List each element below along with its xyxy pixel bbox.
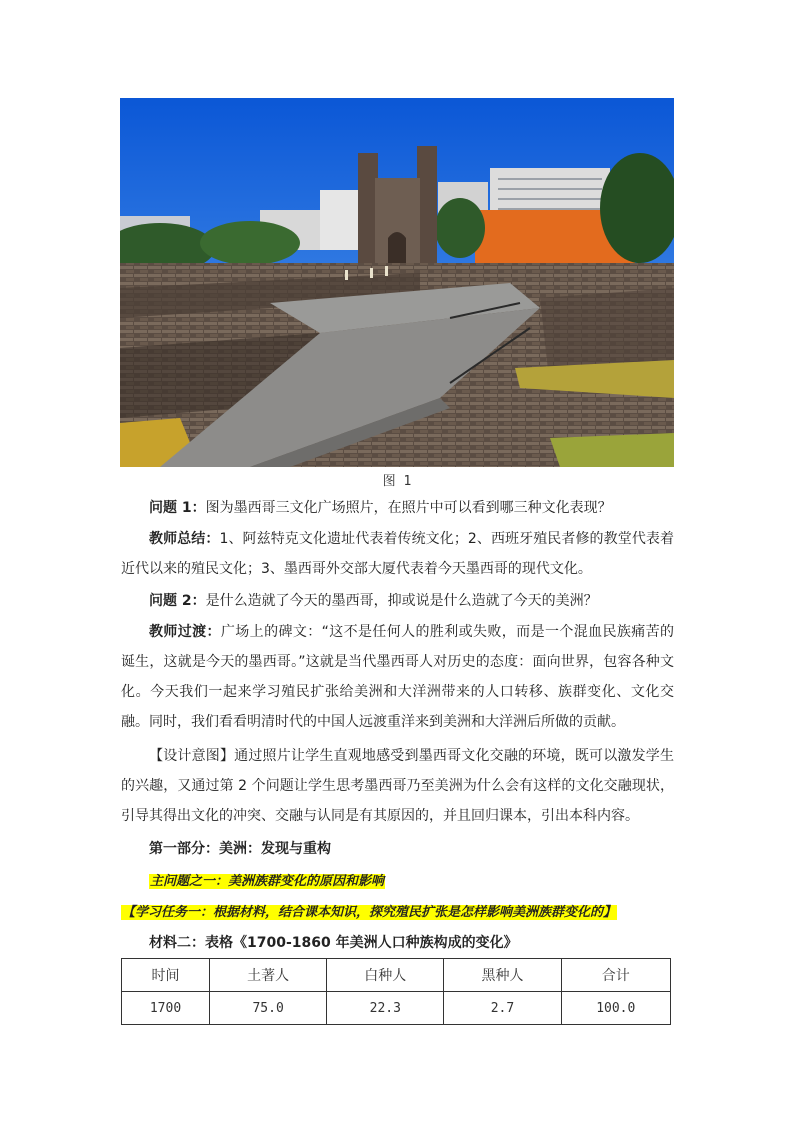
table-row: [122, 992, 671, 1025]
table-cell: 100.0: [561, 992, 670, 1025]
table-header-cell: 时间: [122, 959, 210, 992]
learning-task-1-highlight: 【学习任务一：根据材料，结合课本知识，探究殖民扩张是怎样影响美洲族群变化的】: [122, 905, 617, 920]
table-cell: 1700: [122, 992, 210, 1025]
question-2-text: 是什么造就了今天的墨西哥，抑或说是什么造就了今天的美洲？: [205, 593, 598, 609]
part-1-title: 第一部分：美洲：发现与重构: [149, 841, 331, 857]
question-2: [121, 586, 674, 616]
table-cell: 75.0: [210, 992, 327, 1025]
table-header-row: [122, 959, 671, 992]
teacher-summary-text: 1、阿兹特克文化遗址代表着传统文化；2、西班牙殖民者修的教堂代表着近代以来的殖民文化；3、墨西哥外交部大厦代表着今天墨西哥的现代文化。: [121, 531, 674, 577]
plaza-photo: [120, 98, 674, 467]
table-header-cell: 黑种人: [444, 959, 561, 992]
design-intent-label: 【设计意图】: [149, 748, 235, 764]
question-2-label: 问题 2：: [149, 593, 206, 609]
question-1: [121, 493, 674, 523]
figure-caption: 图 1: [382, 474, 412, 489]
plaza-photo-illustration: [120, 98, 674, 467]
teacher-transition-label: 教师过渡：: [149, 624, 221, 640]
part-1-heading: [121, 834, 674, 864]
question-1-text: 图为墨西哥三文化广场照片，在照片中可以看到哪三种文化表现？: [205, 500, 612, 516]
material-2-title-text: 材料二：表格《1700-1860 年美洲人口种族构成的变化》: [149, 935, 518, 951]
main-question-1-highlight: 主问题之一：美洲族群变化的原因和影响: [150, 874, 385, 889]
table-cell: 22.3: [327, 992, 444, 1025]
question-1-label: 问题 1：: [149, 500, 206, 516]
population-table: [121, 958, 671, 1025]
design-intent-text: 通过照片让学生直观地感受到墨西哥文化交融的环境，既可以激发学生的兴趣，又通过第 2 个问题让学生思考墨西哥乃至美洲为什么会有这样的文化交融现状，引导其得出文化的冲突、交融与认同是有其原因的，并且回归课本，引出本科内容。: [121, 748, 675, 824]
table-header-cell: 白种人: [327, 959, 444, 992]
main-question-1: [121, 866, 674, 897]
design-intent: [121, 741, 674, 831]
table-header-cell: 土著人: [210, 959, 327, 992]
teacher-summary: [121, 524, 674, 584]
table-header-cell: 合计: [561, 959, 670, 992]
teacher-transition-text: 广场上的碑文：“这不是任何人的胜利或失败，而是一个混血民族痛苦的诞生，这就是今天的墨西哥。”这就是当代墨西哥人对历史的态度：面向世界，包容各种文化。今天我们一起来学习殖民扩张给美洲和大洋洲带来的人口转移、族群变化、文化交融。同时，我们看看明清时代的中国人远渡重洋来到美洲和大洋洲后所做的贡献。: [121, 624, 674, 730]
table-cell: 2.7: [444, 992, 561, 1025]
material-2-title: [121, 928, 674, 958]
learning-task-1: [121, 897, 691, 928]
teacher-transition: [121, 617, 674, 737]
teacher-summary-label: 教师总结：: [149, 531, 220, 547]
